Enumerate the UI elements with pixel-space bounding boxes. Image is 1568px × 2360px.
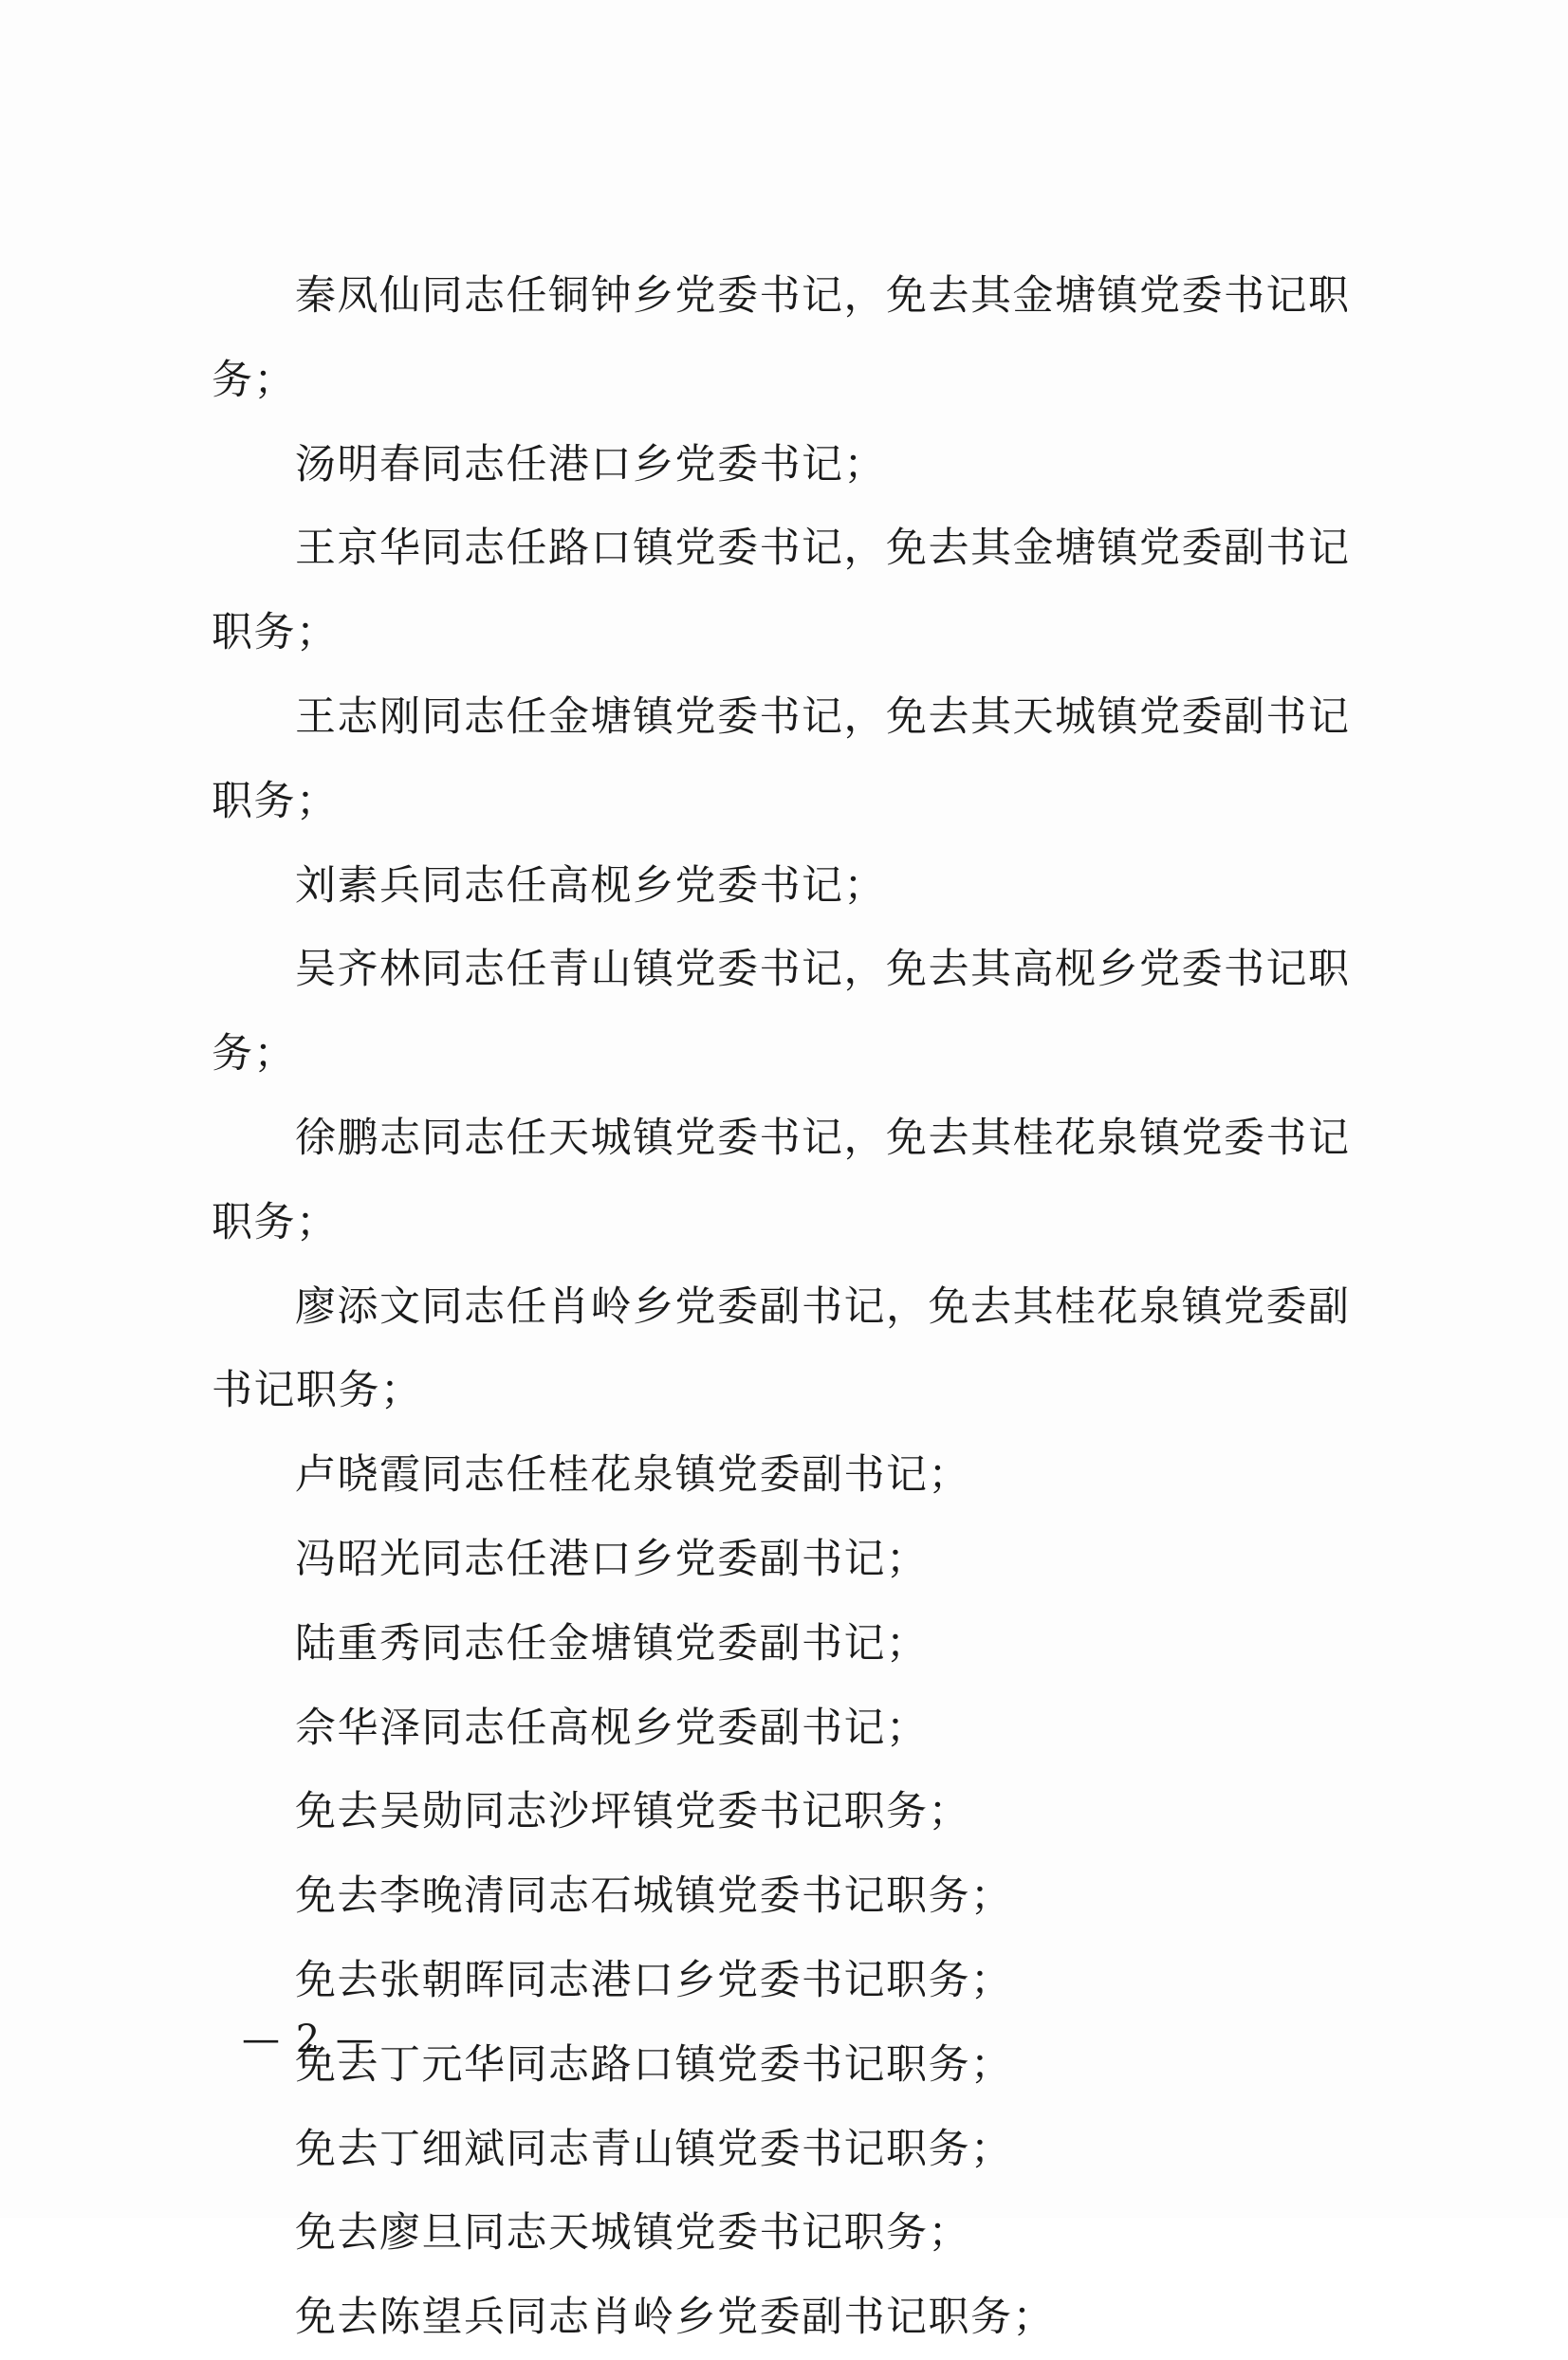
paragraph: 刘素兵同志任高枧乡党委书记；	[295, 861, 886, 910]
paragraph: 汤明春同志任港口乡党委书记；	[295, 440, 886, 489]
paragraph: 免去吴勋同志沙坪镇党委书记职务；	[295, 1788, 970, 1836]
paragraph: 免去李晚清同志石城镇党委书记职务；	[295, 1872, 1013, 1921]
paragraph: 免去廖旦同志天城镇党委书记职务；	[295, 2209, 970, 2258]
paragraph: 冯昭光同志任港口乡党委副书记；	[295, 1535, 929, 1583]
paragraph: 免去丁元华同志路口镇党委书记职务；	[295, 2040, 1013, 2089]
paragraph: 王京华同志任路口镇党委书记，免去其金塘镇党委副书记职务；	[212, 525, 1351, 657]
paragraph: 佘华泽同志任高枧乡党委副书记；	[295, 1704, 929, 1752]
page-number: — 2 —	[242, 2018, 376, 2061]
paragraph: 免去丁细斌同志青山镇党委书记职务；	[295, 2125, 1013, 2173]
paragraph: 陆重秀同志任金塘镇党委副书记；	[295, 1619, 929, 1668]
paragraph: 廖添文同志任肖岭乡党委副书记，免去其桂花泉镇党委副书记职务；	[212, 1282, 1351, 1415]
paragraph: 徐鹏志同志任天城镇党委书记，免去其桂花泉镇党委书记职务；	[212, 1114, 1351, 1246]
document-body	[212, 254, 1378, 2360]
paragraph: 卢晓霞同志任桂花泉镇党委副书记；	[295, 1451, 970, 1500]
paragraph: 免去陈望兵同志肖岭乡党委副书记职务；	[295, 2294, 1055, 2342]
paragraph: 免去张朝晖同志港口乡党委书记职务；	[295, 1956, 1013, 2004]
paragraph: 王志刚同志任金塘镇党委书记，免去其天城镇党委副书记职务；	[212, 692, 1351, 825]
paragraph: 吴齐林同志任青山镇党委书记，免去其高枧乡党委书记职务；	[212, 946, 1351, 1079]
paragraph: 秦凤仙同志任铜钟乡党委书记，免去其金塘镇党委书记职务；	[212, 272, 1351, 404]
